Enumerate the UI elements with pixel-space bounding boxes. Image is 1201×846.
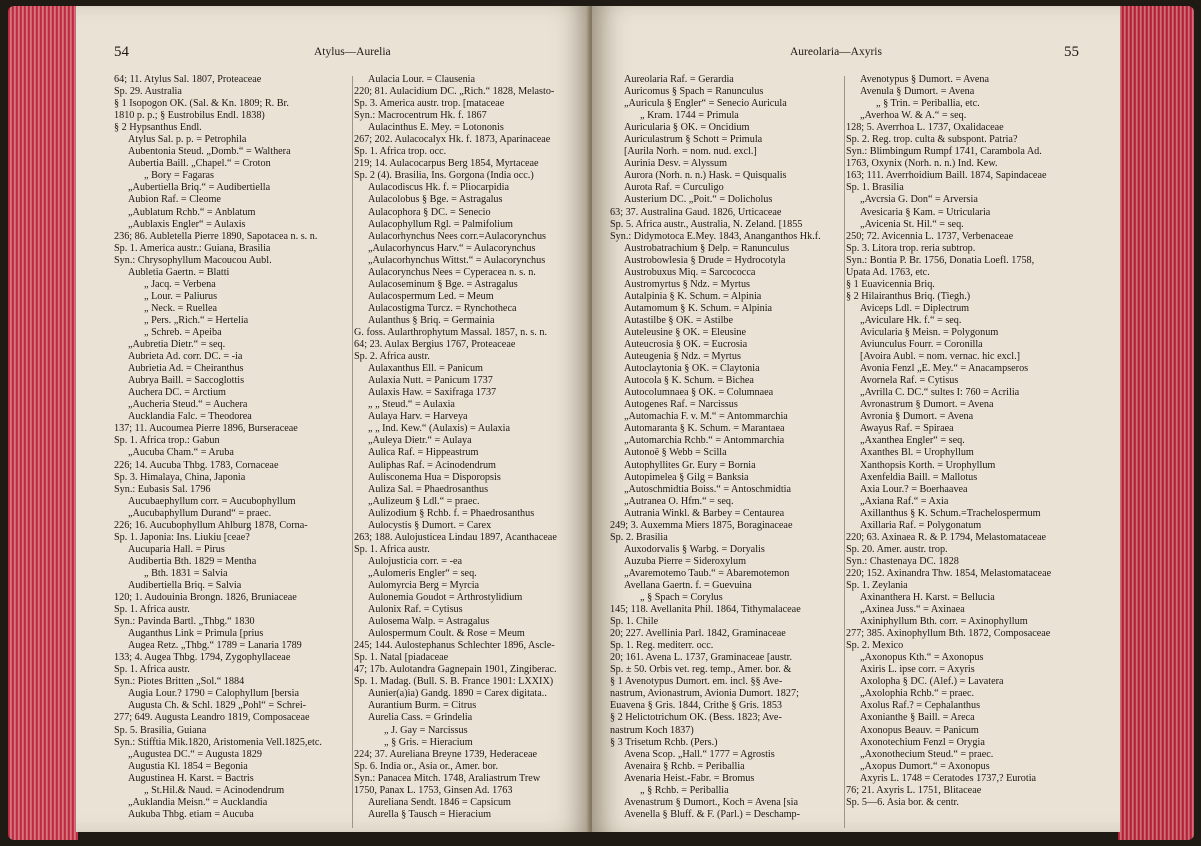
genus-entry: 145; 118. Avellanita Phil. 1864, Tithymalaceae bbox=[610, 604, 801, 616]
entry-line: Axenfeldia Baill. = Mallotus bbox=[860, 471, 978, 483]
entry-line: § 2 Hilairanthus Briq. (Tiegh.) bbox=[846, 290, 971, 302]
entry-line: Axillanthus § K. Schum.=Trachelospermum bbox=[860, 507, 1041, 519]
entry-line: Auteleusine § OK. = Eleusine bbox=[624, 326, 747, 338]
genus-entry: 20; 161. Avena L. 1737, Graminaceae [austr. bbox=[610, 652, 792, 664]
entry-line: „Avrilla C. DC.“ sultes I: 760 = Acrilia bbox=[860, 387, 1020, 399]
entry-line: Sp. ± 50. Orbis vet. reg. temp., Amer. bor. & bbox=[610, 664, 792, 676]
entry-line: Audibertia Bth. 1829 = Mentha bbox=[128, 555, 257, 567]
genus-entry: 47; 17b. Aulotandra Gagnepain 1901, Zingiberac. bbox=[354, 664, 557, 676]
entry-line: „ Neck. = Ruellea bbox=[144, 302, 218, 314]
genus-entry: 137; 11. Aucoumea Pierre 1896, Burseraceae bbox=[114, 423, 298, 435]
entry-line: Axonotechium Fenzl = Orygia bbox=[860, 736, 985, 748]
entry-line: Aulacoseminum § Bge. = Astragalus bbox=[368, 278, 518, 290]
entry-line: Aucubaephyllum corr. = Aucubophyllum bbox=[128, 495, 296, 507]
genus-entry: 226; 14. Aucuba Thbg. 1783, Cornaceae bbox=[114, 459, 279, 471]
entry-line: „ § Spach = Corylus bbox=[640, 592, 723, 604]
entry-line: Axanthes Bl. = Urophyllum bbox=[860, 447, 974, 459]
entry-line: Aulonemia Goudot = Arthrostylidium bbox=[368, 592, 523, 604]
entry-line: Aulacophora § DC. = Senecio bbox=[368, 206, 491, 218]
entry-line: Autamomum § K. Schum. = Alpinia bbox=[624, 302, 773, 314]
entry-line: 1750, Panax L. 1753, Ginsen Ad. 1763 bbox=[354, 784, 513, 796]
entry-line: Axolopha § DC. (Alef.) = Lavatera bbox=[860, 676, 1004, 688]
entry-line: „ § Rchb. = Periballia bbox=[640, 784, 729, 796]
entry-line: Aubrietia Ad. = Cheiranthus bbox=[128, 363, 244, 375]
entry-line: Aulaxia Nutt. = Panicum 1737 bbox=[368, 375, 493, 387]
entry-line: Sp. 1. Zeylania bbox=[846, 579, 908, 591]
genus-entry: 277; 385. Axinophyllum Bth. 1872, Composaceae bbox=[846, 628, 1051, 640]
entry-line: Aulacophyllum Rgl. = Palmifolium bbox=[368, 218, 513, 230]
entry-line: „Aucheria Steud.“ = Auchera bbox=[128, 399, 248, 411]
entry-line: „ Pers. „Rich.“ = Hertelia bbox=[144, 314, 249, 326]
entry-line: Atylus Sal. p. p. = Petrophila bbox=[128, 134, 247, 146]
entry-line: Sp. 5. Brasilia, Guiana bbox=[114, 724, 207, 736]
entry-line: Auliza Sal. = Phaedrosanthus bbox=[368, 483, 489, 495]
entry-line: Aviceps Ldl. = Diplectrum bbox=[860, 302, 970, 314]
entry-line: Avena Scop. „Hall.“ 1777 = Agrostis bbox=[624, 748, 775, 760]
entry-line: Axyris L. 1748 = Ceratodes 1737,? Eurotia bbox=[860, 772, 1037, 784]
entry-line: Aulacorynchus Nees = Cyperacea n. s. n. bbox=[368, 266, 536, 278]
entry-line: Sp. 2. Reg. trop. culta & subspont. Patria? bbox=[846, 134, 1018, 146]
entry-line: „Aulacorhyncus Harv.“ = Aulacorynchus bbox=[368, 242, 536, 254]
entry-line: „Aubretia Dietr.“ = seq. bbox=[128, 339, 226, 351]
entry-line: „ § Gris. = Hieracium bbox=[384, 736, 473, 748]
entry-line: Aulomyrcia Berg = Myrcia bbox=[368, 579, 480, 591]
entry-line: Aulacolobus § Bge. = Astragalus bbox=[368, 194, 503, 206]
entry-line: Aulosema Walp. = Astragalus bbox=[368, 616, 490, 628]
entry-line: Avenula § Dumort. = Avena bbox=[860, 86, 975, 98]
entry-line: [Aurila Norh. = nom. nud. excl.] bbox=[624, 146, 757, 158]
entry-line: Axiris L. ipse corr. = Axyris bbox=[860, 664, 975, 676]
genus-entry: 64; 11. Atylus Sal. 1807, Proteaceae bbox=[114, 74, 262, 85]
entry-line: Aurelia Cass. = Grindelia bbox=[368, 712, 473, 724]
genus-entry: 224; 37. Aureliana Breyne 1739, Hederaceae bbox=[354, 748, 538, 760]
entry-line: „Aubertiella Briq.“ = Audibertiella bbox=[128, 182, 271, 194]
entry-line: Syn.: Macrocentrum Hk. f. 1867 bbox=[354, 110, 487, 122]
entry-line: Sp. 1. Brasilia bbox=[846, 182, 904, 194]
entry-line: Sp. 3. Himalaya, China, Japonia bbox=[114, 471, 246, 483]
entry-line: Avronastrum § Dumort. = Avena bbox=[860, 399, 994, 411]
entry-line: § 1 Avenotypus Dumort. em. incl. §§ Ave- bbox=[610, 676, 783, 688]
right-column-2 bbox=[846, 74, 1114, 809]
entry-line: Aulaxanthus Ell. = Panicum bbox=[368, 363, 483, 375]
entry-line: Auteucrosia § OK. = Eucrosia bbox=[624, 339, 748, 351]
column-divider-left bbox=[352, 76, 353, 828]
entry-line: Sp. 1. Africa trop. occ. bbox=[354, 146, 447, 158]
entry-line: Aulacia Lour. = Clausenia bbox=[368, 74, 476, 85]
entry-line: „ Jacq. = Verbena bbox=[144, 278, 216, 290]
entry-line: Aubertia Baill. „Chapel.“ = Croton bbox=[128, 158, 271, 170]
entry-line: Sp. 1. America austr.: Guiana, Brasilia bbox=[114, 242, 271, 254]
genus-entry: 76; 21. Axyris L. 1751, Blitaceae bbox=[846, 784, 982, 796]
entry-line: „Axonopus Kth.“ = Axonopus bbox=[860, 652, 984, 664]
column-divider-right bbox=[844, 76, 845, 828]
entry-line: Sp. 1. Madag. (Bull. S. B. France 1901: LXXIX) bbox=[354, 676, 554, 688]
entry-line: Aunier(a)ia) Gandg. 1890 = Carex digitata.. bbox=[368, 688, 547, 700]
entry-line: Aulizodium § Rchb. f. = Phaedrosanthus bbox=[368, 507, 535, 519]
entry-line: Avronia § Dumort. = Avena bbox=[860, 411, 974, 423]
genus-entry: 63; 37. Australina Gaud. 1826, Urticaceae bbox=[610, 206, 782, 218]
entry-line: Augea Retz. „Thbg.“ 1789 = Lanaria 1789 bbox=[128, 640, 302, 652]
entry-line: Syn.: Piotes Britten „Sol.“ 1884 bbox=[114, 676, 245, 688]
genus-entry: G. foss. Aularthrophytum Massal. 1857, n. s. n. bbox=[354, 326, 547, 338]
running-head-left: Atylus—Aurelia bbox=[314, 46, 391, 58]
entry-line: Sp. 1. Africa austr. bbox=[354, 543, 430, 555]
left-column-1 bbox=[114, 74, 352, 821]
right-column-1 bbox=[610, 74, 846, 821]
entry-line: Aurora (Norh. n. n.) Hask. = Quisqualis bbox=[624, 170, 787, 182]
left-page bbox=[76, 6, 590, 832]
genus-entry: 133; 4. Augea Thbg. 1794, Zygophyllaceae bbox=[114, 652, 291, 664]
entry-line: Syn.: Pavinda Bartl. „Thbg.“ 1830 bbox=[114, 616, 255, 628]
entry-line: Aulonix Raf. = Cytisus bbox=[368, 604, 463, 616]
entry-line: „ Bory = Fagaras bbox=[144, 170, 214, 182]
entry-line: Autalpinia § K. Schum. = Alpinia bbox=[624, 290, 762, 302]
entry-line: Austerium DC. „Poit.“ = Dolicholus bbox=[624, 194, 773, 206]
entry-line: Avenaria Heist.-Fabr. = Bromus bbox=[624, 772, 755, 784]
entry-line: Auricomus § Spach = Ranunculus bbox=[624, 86, 764, 98]
right-page-edges bbox=[1118, 6, 1194, 840]
entry-line: Aubion Raf. = Cleome bbox=[128, 194, 221, 206]
entry-line: Aureolaria Raf. = Gerardia bbox=[624, 74, 734, 85]
entry-line: „ Kram. 1744 = Primula bbox=[640, 110, 739, 122]
entry-line: § 1 Isopogon OK. (Sal. & Kn. 1809; R. Br. bbox=[114, 98, 289, 110]
entry-line: Syn.: Panacea Mitch. 1748, Araliastrum Trew bbox=[354, 772, 541, 784]
genus-entry: 277; 649. Augusta Leandro 1819, Composaceae bbox=[114, 712, 310, 724]
genus-entry: 220; 81. Aulacidium DC. „Rich.“ 1828, Melasto- bbox=[354, 86, 555, 98]
entry-line: Aubletia Gaertn. = Blatti bbox=[128, 266, 230, 278]
entry-line: Syn.: Blimbingum Rumpf 1741, Carambola Ad. bbox=[846, 146, 1042, 158]
entry-line: Sp. 1. Africa austr. bbox=[114, 604, 190, 616]
entry-line: § 2 Hypsanthus Endl. bbox=[114, 122, 202, 134]
entry-line: Aulaxis Haw. = Saxifraga 1737 bbox=[368, 387, 497, 399]
genus-entry: 163; 111. Averrhoidium Baill. 1874, Sapindaceae bbox=[846, 170, 1047, 182]
entry-line: „ „ Ind. Kew.“ (Aulaxis) = Aulaxia bbox=[368, 423, 511, 435]
entry-line: Auganthus Link = Primula [prius bbox=[128, 628, 264, 640]
entry-line: Austromyrtus § Ndz. = Myrtus bbox=[624, 278, 751, 290]
entry-line: „Augustea DC.“ = Augusta 1829 bbox=[128, 748, 262, 760]
genus-entry: 220; 63. Axinaea R. & P. 1794, Melastomataceae bbox=[846, 531, 1047, 543]
entry-line: § 2 Helictotrichum OK. (Bess. 1823; Ave- bbox=[610, 712, 782, 724]
entry-line: Sp. 2. Africa austr. bbox=[354, 351, 430, 363]
genus-entry: 236; 86. Aubletella Pierre 1890, Sapotacea n. s. n. bbox=[114, 230, 318, 242]
entry-line: Euavena § Gris. 1844, Crithe § Gris. 1853 bbox=[610, 700, 783, 712]
entry-line: Auchera DC. = Arctium bbox=[128, 387, 226, 399]
genus-entry: 128; 5. Averrhoa L. 1737, Oxalidaceae bbox=[846, 122, 1004, 134]
entry-line: Aubrya Baill. = Saccoglottis bbox=[128, 375, 245, 387]
page-number-right: 55 bbox=[1064, 44, 1079, 60]
entry-line: „Auklandia Meisn.“ = Aucklandia bbox=[128, 796, 268, 808]
entry-line: „ J. Gay = Narcissus bbox=[384, 724, 468, 736]
entry-line: „Aublaxis Engler“ = Aulaxis bbox=[128, 218, 246, 230]
entry-line: „Aulomeris Engler“ = seq. bbox=[368, 567, 477, 579]
entry-line: „Aulizeum § Ldl.“ = praec. bbox=[368, 495, 480, 507]
entry-line: Sp. 1. Chile bbox=[610, 616, 659, 628]
entry-line: Auxodorvalis § Warbg. = Doryalis bbox=[624, 543, 765, 555]
entry-line: Avornela Raf. = Cytisus bbox=[860, 375, 959, 387]
entry-line: nastrum Koch 1837) bbox=[610, 724, 694, 736]
entry-line: Augusta Ch. & Schl. 1829 „Pohl“ = Schrei- bbox=[128, 700, 307, 712]
entry-line: Augia Lour.? 1790 = Calophyllum [bersia bbox=[128, 688, 299, 700]
entry-line: Aulacostigma Turcz. = Rynchotheca bbox=[368, 302, 517, 314]
genus-entry: 226; 16. Aucubophyllum Ahlburg 1878, Corna- bbox=[114, 519, 308, 531]
entry-line: Sp. 2 (4). Brasilia, Ins. Gorgona (India occ.) bbox=[354, 170, 534, 182]
entry-line: Sp. 1. Reg. mediterr. occ. bbox=[610, 640, 714, 652]
entry-line: Avellana Gaertn. f. = Guevuina bbox=[624, 579, 752, 591]
entry-line: Axonianthe § Baill. = Areca bbox=[860, 712, 975, 724]
running-head-right: Aureolaria—Axyris bbox=[790, 46, 882, 58]
entry-line: Upata Ad. 1763, etc. bbox=[846, 266, 930, 278]
entry-line: „Avaremotemo Taub.“ = Abaremotemon bbox=[624, 567, 790, 579]
entry-line: Avonia Fenzl „E. Mey.“ = Anacampseros bbox=[860, 363, 1029, 375]
entry-line: Aulacospermum Led. = Meum bbox=[368, 290, 494, 302]
entry-line: „Autranea O. Hfm.“ = seq. bbox=[624, 495, 734, 507]
entry-line: Axolus Raf.? = Cephalanthus bbox=[860, 700, 981, 712]
entry-line: Avenaira § Rchb. = Periballia bbox=[624, 760, 745, 772]
entry-line: Aubentonia Steud. „Domb.“ = Walthera bbox=[128, 146, 291, 158]
entry-line: Avicularia § Meisn. = Polygonum bbox=[860, 326, 999, 338]
entry-line: Aulica Raf. = Hippeastrum bbox=[368, 447, 479, 459]
entry-line: Autastilbe § OK. = Astilbe bbox=[624, 314, 734, 326]
genus-entry: 220; 152. Axinandra Thw. 1854, Melastomataceae bbox=[846, 567, 1052, 579]
entry-line: Axinanthera H. Karst. = Bellucia bbox=[860, 592, 995, 604]
entry-line: Syn.: Chastenaya DC. 1828 bbox=[846, 555, 959, 567]
genus-entry: 267; 202. Aulacocalyx Hk. f. 1873, Aparinaceae bbox=[354, 134, 551, 146]
entry-line: Axiniphyllum Bth. corr. = Axinophyllum bbox=[860, 616, 1028, 628]
entry-line: 1810 p. p.; § Eustrobilus Endl. 1838) bbox=[114, 110, 265, 122]
entry-line: „Automachia F. v. M.“ = Antommarchia bbox=[624, 411, 788, 423]
entry-line: Autrania Winkl. & Barbey = Centaurea bbox=[624, 507, 785, 519]
entry-line: Augustinea H. Karst. = Bactris bbox=[128, 772, 254, 784]
entry-line: Sp. 5. Africa austr., Australia, N. Zeland. [1855 bbox=[610, 218, 803, 230]
left-column-2 bbox=[354, 74, 586, 821]
genus-entry: 249; 3. Auxemma Miers 1875, Boraginaceae bbox=[610, 519, 793, 531]
entry-line: Auricularia § OK. = Oncidium bbox=[624, 122, 750, 134]
entry-line: Sp. 29. Australia bbox=[114, 86, 182, 98]
entry-line: Aulojusticia corr. = -ea bbox=[368, 555, 463, 567]
entry-line: Sp. 6. India or., Asia or., Amer. bor. bbox=[354, 760, 499, 772]
entry-line: „Auleya Dietr.“ = Aulaya bbox=[368, 435, 472, 447]
entry-line: 1763, Oxynix (Norh. n. n.) Ind. Kew. bbox=[846, 158, 998, 170]
entry-line: „Avcrsia G. Don“ = Arversia bbox=[860, 194, 978, 206]
entry-line: § 3 Trisetum Rchb. (Pers.) bbox=[610, 736, 718, 748]
genus-entry: 64; 23. Aulax Bergius 1767, Proteaceae bbox=[354, 339, 516, 351]
entry-line: Auliphas Raf. = Acinodendrum bbox=[368, 459, 496, 471]
entry-line: Aurinia Desv. = Alyssum bbox=[624, 158, 727, 170]
entry-line: Sp. 1. Japonia: Ins. Liukiu [ceae? bbox=[114, 531, 250, 543]
entry-line: Aulocystis § Dumort. = Carex bbox=[368, 519, 492, 531]
entry-line: „Auricula § Engler“ = Senecio Auricula bbox=[624, 98, 787, 110]
entry-line: „Aublatum Rchb.“ = Anblatum bbox=[128, 206, 256, 218]
entry-line: „Autoschmidtia Boiss.“ = Antoschmidtia bbox=[624, 483, 792, 495]
entry-line: Aurota Raf. = Curculigo bbox=[624, 182, 724, 194]
entry-line: Augustia Kl. 1854 = Begonia bbox=[128, 760, 248, 772]
entry-line: Aulospermum Coult. & Rose = Meum bbox=[368, 628, 525, 640]
entry-line: Aurantium Burm. = Citrus bbox=[368, 700, 477, 712]
entry-line: Syn.: Eubasis Sal. 1796 bbox=[114, 483, 211, 495]
genus-entry: 250; 72. Avicennia L. 1737, Verbenaceae bbox=[846, 230, 1014, 242]
entry-line: Aulaya Harv. = Harveya bbox=[368, 411, 468, 423]
entry-line: [Avoira Aubl. = nom. vernac. hic excl.] bbox=[860, 351, 1021, 363]
entry-line: Aucklandia Falc. = Theodorea bbox=[128, 411, 252, 423]
entry-line: „Axopus Dumort.“ = Axonopus bbox=[860, 760, 990, 772]
entry-line: „Axolophia Rchb.“ = praec. bbox=[860, 688, 975, 700]
entry-line: Sp. 5—6. Asia bor. & centr. bbox=[846, 796, 959, 808]
entry-line: Auzuba Pierre = Sideroxylum bbox=[624, 555, 747, 567]
entry-line: Autopimelea § Gilg = Banksia bbox=[624, 471, 749, 483]
entry-line: Axia Lour.? = Boerhaavea bbox=[860, 483, 968, 495]
entry-line: „ St.Hil.& Naud. = Acinodendrum bbox=[144, 784, 285, 796]
entry-line: Audibertiella Briq. = Salvia bbox=[128, 579, 242, 591]
entry-line: § 1 Euavicennia Briq. bbox=[846, 278, 935, 290]
entry-line: Sp. 3. Litora trop. reria subtrop. bbox=[846, 242, 976, 254]
entry-line: „Averhoa W. & A.“ = seq. bbox=[860, 110, 967, 122]
left-page-edges bbox=[8, 6, 78, 840]
entry-line: „ Lour. = Paliurus bbox=[144, 290, 218, 302]
entry-line: Syn.: Stifftia Mik.1820, Aristomenia Vell.1825,etc. bbox=[114, 736, 322, 748]
genus-entry: 263; 188. Aulojusticea Lindau 1897, Acanthaceae bbox=[354, 531, 557, 543]
entry-line: Axonopus Beauv. = Panicum bbox=[860, 724, 979, 736]
entry-line: Aureliana Sendt. 1846 = Capsicum bbox=[368, 796, 511, 808]
entry-line: Aulanthus § Briq. = Germainia bbox=[368, 314, 495, 326]
entry-line: Sp. 3. America austr. trop. [mataceae bbox=[354, 98, 505, 110]
entry-line: „Aucuba Cham.“ = Aruba bbox=[128, 447, 234, 459]
entry-line: Aucuparia Hall. = Pirus bbox=[128, 543, 225, 555]
entry-line: nastrum, Avionastrum, Avionia Dumort. 1827; bbox=[610, 688, 799, 700]
entry-line: Avenastrum § Dumort., Koch = Avena [sia bbox=[624, 796, 798, 808]
entry-line: Sp. 1. Natal [piadaceae bbox=[354, 652, 449, 664]
entry-line: „ Schreb. = Apeiba bbox=[144, 326, 222, 338]
entry-line: „Aviculare Hk. f.“ = seq. bbox=[860, 314, 962, 326]
entry-line: „Axanthea Engler“ = seq. bbox=[860, 435, 965, 447]
entry-line: Autophyllites Gr. Eury = Bornia bbox=[624, 459, 756, 471]
entry-line: Aurella § Tausch = Hieracium bbox=[368, 808, 492, 820]
entry-line: Awayus Raf. = Spiraea bbox=[860, 423, 954, 435]
entry-line: Aulacodiscus Hk. f. = Pliocarpidia bbox=[368, 182, 509, 194]
entry-line: Axillaria Raf. = Polygonatum bbox=[860, 519, 982, 531]
entry-line: Syn.: Didymotoca E.Mey. 1843, Ananganthos Hk.f. bbox=[610, 230, 821, 242]
entry-line: Syn.: Bontia P. Br. 1756, Donatia Loefl. 1758, bbox=[846, 254, 1035, 266]
entry-line: „ „ Steud.“ = Aulaxia bbox=[368, 399, 455, 411]
entry-line: Aulacinthus E. Mey. = Lotononis bbox=[368, 122, 504, 134]
entry-line: Sp. 2. Brasilia bbox=[610, 531, 668, 543]
entry-line: Aubrieta Ad. corr. DC. = -ia bbox=[128, 351, 243, 363]
entry-line: Auteugenia § Ndz. = Myrtus bbox=[624, 351, 741, 363]
entry-line: Sp. 1. Africa trop.: Gabun bbox=[114, 435, 220, 447]
entry-line: Autonoë § Webb = Scilla bbox=[624, 447, 727, 459]
entry-line: Avenella § Bluff. & F. (Parl.) = Deschamp- bbox=[624, 808, 801, 820]
entry-line: Austrobuxus Miq. = Sarcococca bbox=[624, 266, 756, 278]
entry-line: Syn.: Chrysophyllum Macoucou Aubl. bbox=[114, 254, 272, 266]
entry-line: Sp. 20. Amer. austr. trop. bbox=[846, 543, 948, 555]
entry-line: Aukuba Thbg. etiam = Aucuba bbox=[128, 808, 254, 820]
entry-line: Austrobowlesia § Drude = Hydrocotyla bbox=[624, 254, 786, 266]
entry-line: Autocola § K. Schum. = Bichea bbox=[624, 375, 754, 387]
entry-line: „Automarchia Rchb.“ = Antommarchia bbox=[624, 435, 785, 447]
entry-line: Sp. 2. Mexico bbox=[846, 640, 904, 652]
entry-line: „Axinea Juss.“ = Axinaea bbox=[860, 604, 965, 616]
entry-line: Aviunculus Fourr. = Coronilla bbox=[860, 339, 983, 351]
genus-entry: 219; 14. Aulacocarpus Berg 1854, Myrtaceae bbox=[354, 158, 539, 170]
entry-line: Autogenes Raf. = Narcissus bbox=[624, 399, 738, 411]
entry-line: Sp. 1. Africa austr. bbox=[114, 664, 190, 676]
entry-line: Avesicaria § Kam. = Utricularia bbox=[860, 206, 991, 218]
entry-line: Aulisconema Hua = Disporopsis bbox=[368, 471, 501, 483]
entry-line: „Aulacorhynchus Wittst.“ = Aulacorynchus bbox=[368, 254, 546, 266]
entry-line: Aulacorhynchus Nees corr.=Aulacorynchus bbox=[368, 230, 547, 242]
entry-line: „Axonothecium Steud.“ = praec. bbox=[860, 748, 994, 760]
genus-entry: 120; 1. Audouinia Brongn. 1826, Bruniaceae bbox=[114, 592, 297, 604]
genus-entry: 20; 227. Avellinia Parl. 1842, Graminaceae bbox=[610, 628, 786, 640]
entry-line: „Axiana Raf.“ = Axia bbox=[860, 495, 949, 507]
entry-line: Xanthopsis Korth. = Urophyllum bbox=[860, 459, 996, 471]
entry-line: Austrobatrachium § Delp. = Ranunculus bbox=[624, 242, 790, 254]
genus-entry: 245; 144. Aulostephanus Schlechter 1896, Ascle- bbox=[354, 640, 555, 652]
entry-line: „Avicenia St. Hil.“ = seq. bbox=[860, 218, 964, 230]
entry-line: „ § Trin. = Periballia, etc. bbox=[876, 98, 980, 110]
page-number-left: 54 bbox=[114, 44, 129, 60]
entry-line: Autocolumnaea § OK. = Columnaea bbox=[624, 387, 774, 399]
entry-line: Auriculastrum § Schott = Primula bbox=[624, 134, 763, 146]
entry-line: Automaranta § K. Schum. = Marantaea bbox=[624, 423, 785, 435]
entry-line: Avenotypus § Dumort. = Avena bbox=[860, 74, 990, 85]
right-page bbox=[592, 6, 1120, 832]
entry-line: „ Bth. 1831 = Salvia bbox=[144, 567, 228, 579]
entry-line: Autoclaytonia § OK. = Claytonia bbox=[624, 363, 760, 375]
entry-line: „Aucubaphyllum Durand“ = praec. bbox=[128, 507, 272, 519]
